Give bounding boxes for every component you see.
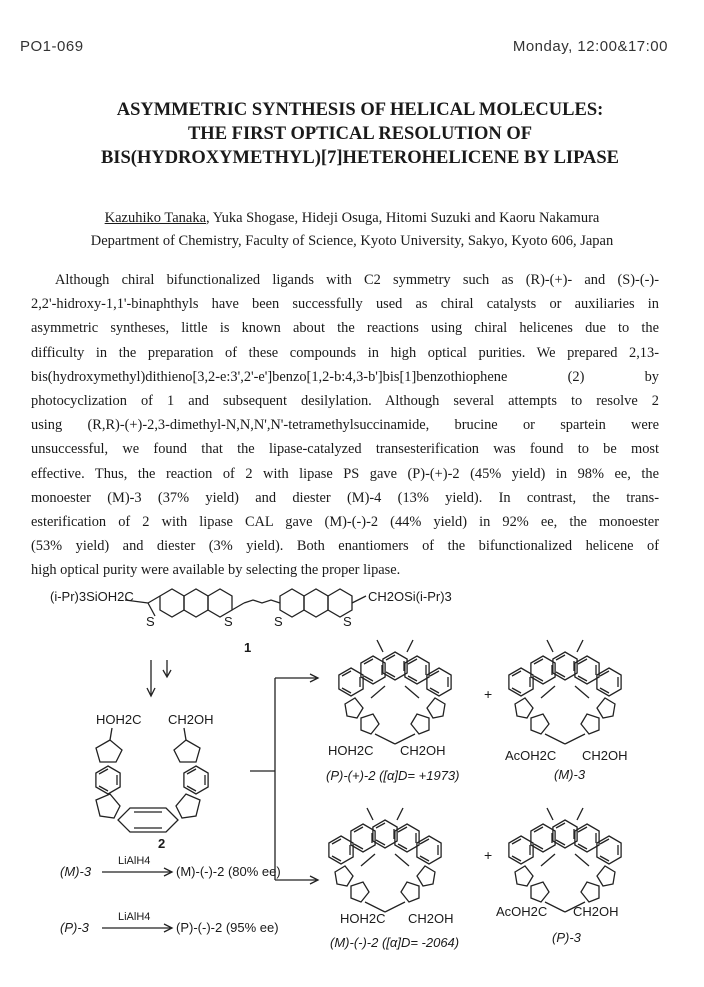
p1-right-sub: CH2OH: [400, 743, 446, 758]
reduction-1-start: (M)-3: [60, 864, 92, 879]
p2-right-sub: CH2OH: [582, 748, 628, 763]
abstract-line: esterification of 2 with lipase CAL gave (M)-(-)-2 (44% yield) in 92% ee, the monoester: [31, 513, 659, 530]
abstract-line: monoester (M)-3 (37% yield) and diester (M)-4 (13% yield). In contrast, the trans-: [31, 489, 659, 506]
p2-label: (M)-3: [554, 767, 586, 782]
p3-left-sub: HOH2C: [340, 911, 386, 926]
abstract-line: (53% yield) and diester (3% yield). Both enantiomers of the bifunctionalized helicene of: [31, 538, 659, 555]
poster-code: PO1-069: [20, 38, 84, 55]
title-line: ASYMMETRIC SYNTHESIS OF HELICAL MOLECULES:: [116, 100, 604, 120]
plus-sign: +: [484, 847, 493, 863]
product-p-3: [509, 808, 621, 912]
c1-left-group: (i-Pr)3SiOH2C: [50, 589, 134, 604]
c1-sulfur: S: [274, 614, 283, 629]
abstract-line: effective. Thus, the reaction of 2 with lipase PS gave (P)-(+)-2 (45% yield) in 98% ee, the: [31, 465, 659, 482]
abstract-line: using (R,R)-(+)-2,3-dimethyl-N,N,N',N'-tetramethylsuccinamide, brucine or spartein were: [31, 417, 659, 434]
abstract-line: asymmetric syntheses, little is known about the reactions using chiral helicenes due to the: [31, 320, 659, 337]
p4-label: (P)-3: [552, 930, 581, 945]
reduction-1-reagent: LiAlH4: [118, 855, 151, 867]
c2-label: 2: [158, 836, 166, 851]
abstract-line: high optical purity were available by selecting the proper lipase.: [31, 562, 401, 579]
c1-label: 1: [244, 640, 252, 655]
presenting-author: Kazuhiko Tanaka: [104, 210, 207, 226]
abstract-line: Although chiral bifunctionalized ligands with C2 symmetry such as (R)-(+)- and (S)-(-)-: [55, 272, 659, 288]
reduction-2-start: (P)-3: [60, 920, 89, 935]
title-line: BIS(HYDROXYMETHYL)[7]HETEROHELICENE BY LIPASE: [100, 148, 620, 168]
p3-right-sub: CH2OH: [408, 911, 454, 926]
compound-1: [125, 589, 366, 617]
c1-sulfur: S: [224, 614, 233, 629]
abstract-line: 2,2'-hidroxy-1,1'-binaphthyls have been successfully used as chiral catalysts or auxiliaries in: [31, 296, 659, 313]
plus-sign: +: [484, 686, 493, 702]
c1-sulfur: S: [343, 614, 352, 629]
p1-label: (P)-(+)-2 ([α]D= +1973): [326, 768, 460, 783]
product-m-3: [509, 640, 621, 744]
p4-right-sub: CH2OH: [573, 904, 619, 919]
p1-left-sub: HOH2C: [328, 743, 374, 758]
c1-right-group: CH2OSi(i-Pr)3: [368, 589, 452, 604]
reduction-1-product: (M)-(-)-2 (80% ee): [176, 864, 281, 879]
arrow-down: [147, 660, 171, 696]
c1-sulfur: S: [146, 614, 155, 629]
title-line: THE FIRST OPTICAL RESOLUTION OF: [187, 124, 533, 144]
abstract-line: unsuccessful, we found that the lipase-catalyzed transesterification was found to be most: [31, 441, 659, 458]
arrow-branch: [250, 674, 318, 884]
c2-right-group: CH2OH: [168, 712, 214, 727]
p3-label: (M)-(-)-2 ([α]D= -2064): [330, 935, 460, 950]
c2-left-group: HOH2C: [96, 712, 142, 727]
p4-left-sub: AcOH2C: [496, 904, 548, 919]
p2-left-sub: AcOH2C: [505, 748, 557, 763]
product-p-plus-2: [339, 640, 451, 744]
reduction-2-product: (P)-(-)-2 (95% ee): [176, 920, 279, 935]
affiliation: Department of Chemistry, Faculty of Science, Kyoto University, Sakyo, Kyoto 606, Japan: [90, 233, 614, 249]
abstract-line: difficulty in the preparation of these compounds in high optical purities. We prepared 2,13-: [31, 344, 659, 361]
co-authors: , Yuka Shogase, Hideji Osuga, Hitomi Suzuki and Kaoru Nakamura: [206, 210, 600, 226]
product-m-minus-2: [329, 808, 441, 912]
reduction-2-reagent: LiAlH4: [118, 911, 151, 923]
abstract-line: bis(hydroxymethyl)dithieno[3,2-e:3',2'-e']benzo[1,2-b:4,3-b']bis[1]benzothiophene (2) by: [31, 368, 659, 385]
compound-2: [96, 728, 208, 832]
session-time: Monday, 12:00&17:00: [512, 38, 668, 55]
abstract-line: photocyclization of 1 and subsequent desilylation. Although several attempts to resolve 2: [31, 392, 659, 409]
